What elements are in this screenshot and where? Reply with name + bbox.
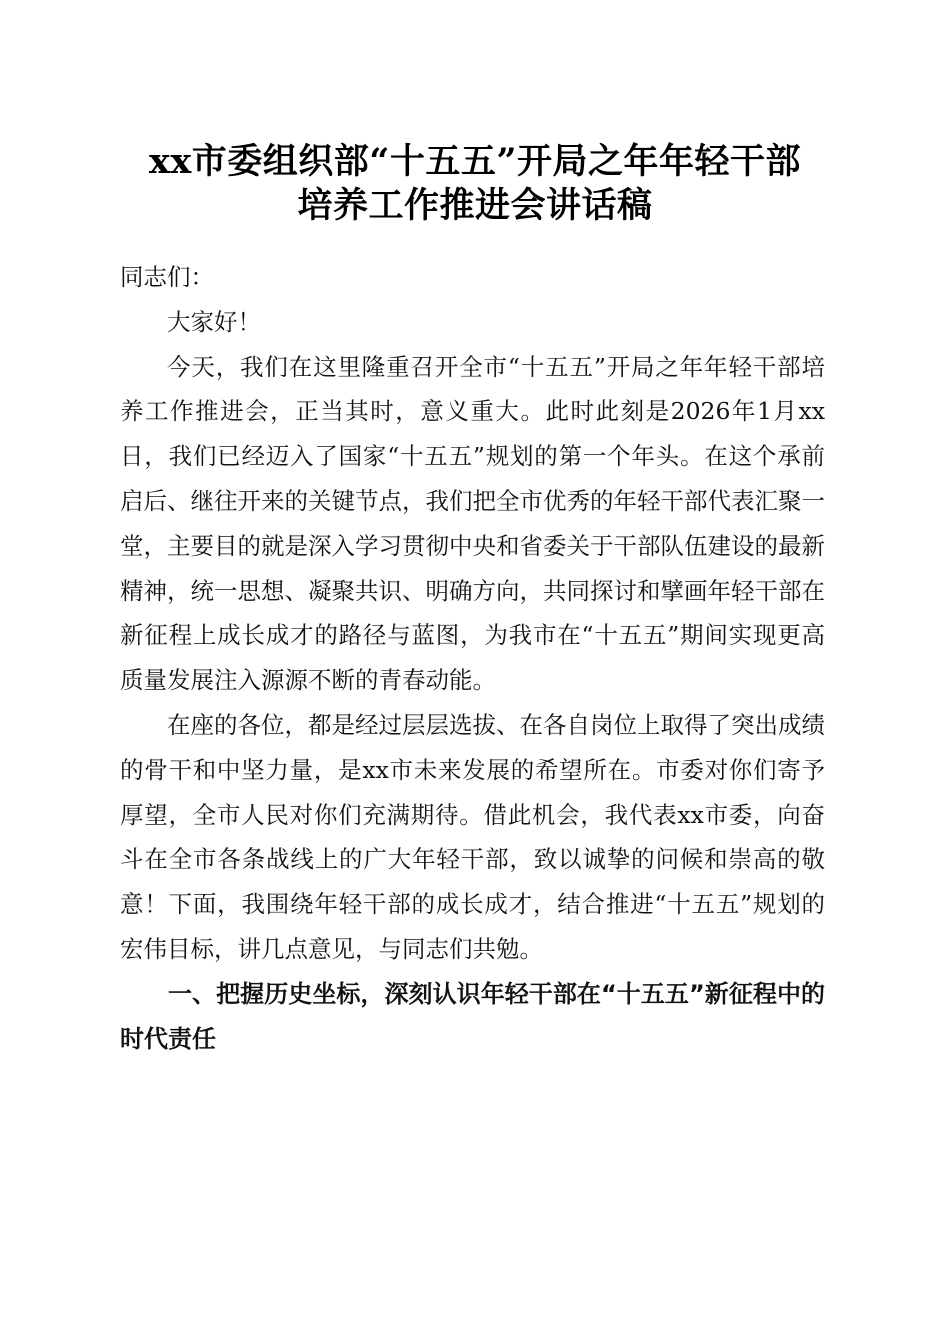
- paragraph-respect: 在座的各位，都是经过层层选拔、在各自岗位上取得了突出成绩的骨干和中坚力量，是xx市未来发展的希望所在。市委对你们寄予厚望，全市人民对你们充满期待。借此机会，我代表xx市委，向奋斗在全市各条战线上的广大年轻干部，致以诚挚的问候和崇高的敬意！下面，我围绕年轻干部的成长成才，结合推进“十五五”规划的宏伟目标，讲几点意见，与同志们共勉。: [120, 710, 825, 963]
- salutation: 同志们：: [120, 263, 214, 291]
- document-title-line-1: xx市委组织部“十五五”开局之年年轻干部: [149, 141, 801, 182]
- section-heading-1: 一、把握历史坐标，深刻认识年轻干部在“十五五”新征程中的时代责任: [120, 979, 825, 1053]
- paragraph-opening: 今天，我们在这里隆重召开全市“十五五”开局之年年轻干部培养工作推进会，正当其时，意义重大。此时此刻是2026年1月xx日，我们已经迈入了国家“十五五”规划的第一个年头。在这个承前启后、继往开来的关键节点，我们把全市优秀的年轻干部代表汇聚一堂，主要目的就是深入学习贯彻中央和省委关于干部队伍建设的最新精神，统一思想、凝聚共识、明确方向，共同探讨和擘画年轻干部在新征程上成长成才的路径与蓝图，为我市在“十五五”期间实现更高质量发展注入源源不断的青春动能。: [120, 352, 825, 695]
- greeting: 大家好！: [167, 307, 261, 336]
- document-title-line-2: 培养工作推进会讲话稿: [297, 185, 653, 226]
- document-body: [120, 255, 825, 1061]
